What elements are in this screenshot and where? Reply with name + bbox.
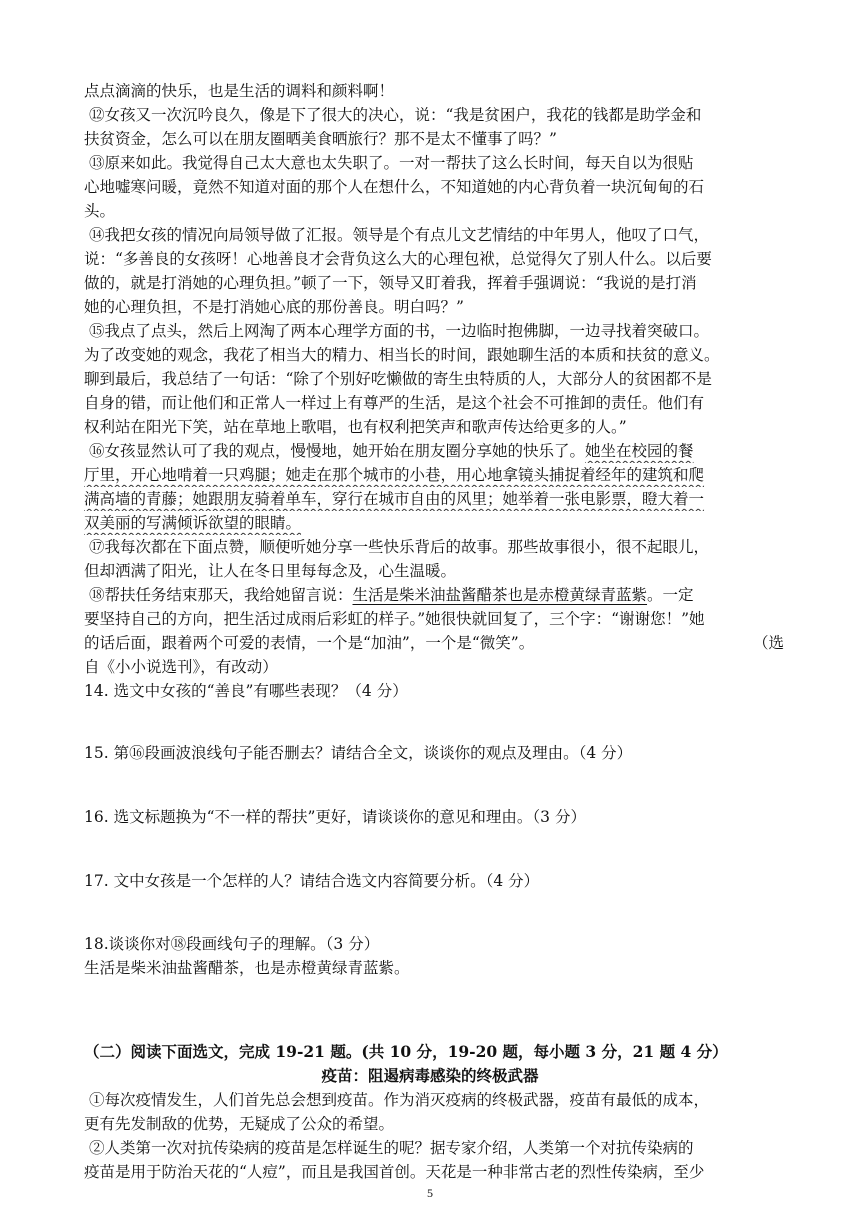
paragraph-18-text: 的话后面，跟着两个可爱的表情，一个是“加油”，一个是“微笑”。 bbox=[84, 634, 535, 652]
page-number: 5 bbox=[427, 1186, 433, 1200]
paragraph-15-cont: 权利站在阳光下笑，站在草地上歌唱，也有权利把笑声和歌声传达给更多的人。” bbox=[84, 418, 627, 436]
source-note-cont: 自《小小说选刊》，有改动） bbox=[84, 658, 278, 676]
paragraph-17: ⑰我每次都在下面点赞，顺便听她分享一些快乐背后的故事。那些故事很小，很不起眼儿， bbox=[89, 538, 710, 556]
paragraph-13-cont: 头。 bbox=[84, 202, 116, 220]
question-18: 18.谈谈你对⑱段画线句子的理解。（3 分） bbox=[84, 935, 380, 953]
paragraph-14-cont: 做的，就是打消她的心理负担。”顿了一下，领导又盯着我，挥着手强调说：“我说的是打消 bbox=[84, 274, 697, 292]
wavy-underlined-sentence: 她坐在校园的餐 bbox=[585, 442, 694, 460]
paragraph-18-cont: 要坚持自己的方向，把生活过成雨后彩虹的样子。”她很快就回复了，三个字：“谢谢您！”她 bbox=[84, 610, 705, 628]
paragraph-15: ⑮我点了点头，然后上网淘了两本心理学方面的书，一边临时抱佛脚，一边寻找着突破口。 bbox=[89, 322, 710, 340]
paragraph-16 bbox=[89, 439, 789, 463]
story-line: 点点滴滴的快乐，也是生活的调料和颜料啊！ bbox=[84, 82, 395, 100]
paragraph-15-cont: 自身的错，而让他们和正常人一样过上有尊严的生活，是这个社会不可推卸的责任。他们有 bbox=[84, 394, 705, 412]
article-title: 疫苗：阻遏病毒感染的终极武器 bbox=[321, 1066, 539, 1085]
paragraph-16-text: ⑯女孩显然认可了我的观点，慢慢地，她开始在朋友圈分享她的快乐了。 bbox=[89, 442, 586, 460]
paragraph-12-cont: 扶贫资金，怎么可以在朋友圈晒美食晒旅行？那不是太不懂事了吗？” bbox=[84, 130, 557, 148]
article-paragraph-2: ②人类第一次对抗传染病的疫苗是怎样诞生的呢？据专家介绍，人类第一个对抗传染病的 bbox=[89, 1139, 694, 1157]
paragraph-15-cont: 聊到最后，我总结了一句话：“除了个别好吃懒做的寄生虫特质的人，大部分人的贫困都不是 bbox=[84, 370, 712, 388]
paragraph-17-cont: 但却洒满了阳光，让人在冬日里每每念及，心生温暖。 bbox=[84, 562, 457, 580]
wavy-underlined-sentence: 满高墙的青藤；她跟朋友骑着单车，穿行在城市自由的风里；她举着一张电影票，瞪大着一 bbox=[84, 490, 705, 508]
source-note: （选 bbox=[752, 634, 784, 652]
underlined-sentence: 生活是柴米油盐酱醋茶也是赤橙黄绿青蓝紫 bbox=[352, 586, 648, 604]
question-15: 15. 第⑯段画波浪线句子能否删去？请结合全文，谈谈你的观点及理由。（4 分） bbox=[84, 744, 633, 762]
paragraph-18-text: ⑱帮扶任务结束那天，我给她留言说： bbox=[89, 586, 353, 604]
question-14: 14. 选文中女孩的“善良”有哪些表现？（4 分） bbox=[84, 682, 408, 700]
paragraph-13-cont: 心地嘘寒问暖，竟然不知道对面的那个人在想什么，不知道她的内心背负着一块沉甸甸的石 bbox=[84, 178, 705, 196]
article-paragraph-2-cont: 疫苗是用于防治天花的“人痘”，而且是我国首创。天花是一种非常古老的烈性传染病，至少 bbox=[84, 1163, 705, 1181]
paragraph-14-cont: 她的心理负担，不是打消她心底的那份善良。明白吗？” bbox=[84, 298, 464, 316]
paragraph-14: ⑭我把女孩的情况向局领导做了汇报。领导是个有点儿文艺情结的中年男人，他叹了口气， bbox=[89, 226, 710, 244]
paragraph-16-cont bbox=[84, 463, 784, 487]
article-paragraph-1: ①每次疫情发生，人们首先总会想到疫苗。作为消灭疫病的终极武器，疫苗有最低的成本， bbox=[89, 1091, 710, 1109]
paragraph-13: ⑬原来如此。我觉得自己太大意也太失职了。一对一帮扶了这么长时间，每天自以为很贴 bbox=[89, 154, 694, 172]
article-paragraph-1-cont: 更有先发制敌的优势，无疑成了公众的希望。 bbox=[84, 1115, 395, 1133]
wavy-underlined-sentence: 厅里，开心地啃着一只鸡腿；她走在那个城市的小巷，用心地拿镜头捕捉着经年的建筑和爬 bbox=[84, 466, 705, 484]
paragraph-18 bbox=[89, 583, 789, 607]
wavy-underlined-sentence: 双美丽的写满倾诉欲望的眼睛。 bbox=[84, 514, 302, 532]
paragraph-18-text: 。一定 bbox=[647, 586, 694, 604]
question-16: 16. 选文标题换为“不一样的帮扶”更好，请谈谈你的意见和理由。（3 分） bbox=[84, 808, 586, 826]
paragraph-16-cont bbox=[84, 511, 784, 535]
question-17: 17. 文中女孩是一个怎样的人？请结合选文内容简要分析。（4 分） bbox=[84, 872, 540, 890]
paragraph-16-cont bbox=[84, 487, 784, 511]
question-18-quote: 生活是柴米油盐酱醋茶，也是赤橙黄绿青蓝紫。 bbox=[84, 959, 410, 977]
paragraph-12: ⑫女孩又一次沉吟良久，像是下了很大的决心，说：“我是贫困户，我花的钱都是助学金和 bbox=[89, 106, 702, 124]
section-heading: （二）阅读下面选文，完成 19-21 题。(共 10 分，19-20 题，每小题 3 分，21 题 4 分） bbox=[84, 1042, 728, 1061]
paragraph-15-cont: 为了改变她的观念，我花了相当大的精力、相当长的时间，跟她聊生活的本质和扶贫的意义。 bbox=[84, 346, 720, 364]
paragraph-14-cont: 说：“多善良的女孩呀！心地善良才会背负这么大的心理包袱，总觉得欠了别人什么。以后要 bbox=[84, 250, 712, 268]
paragraph-18-cont bbox=[84, 631, 784, 655]
